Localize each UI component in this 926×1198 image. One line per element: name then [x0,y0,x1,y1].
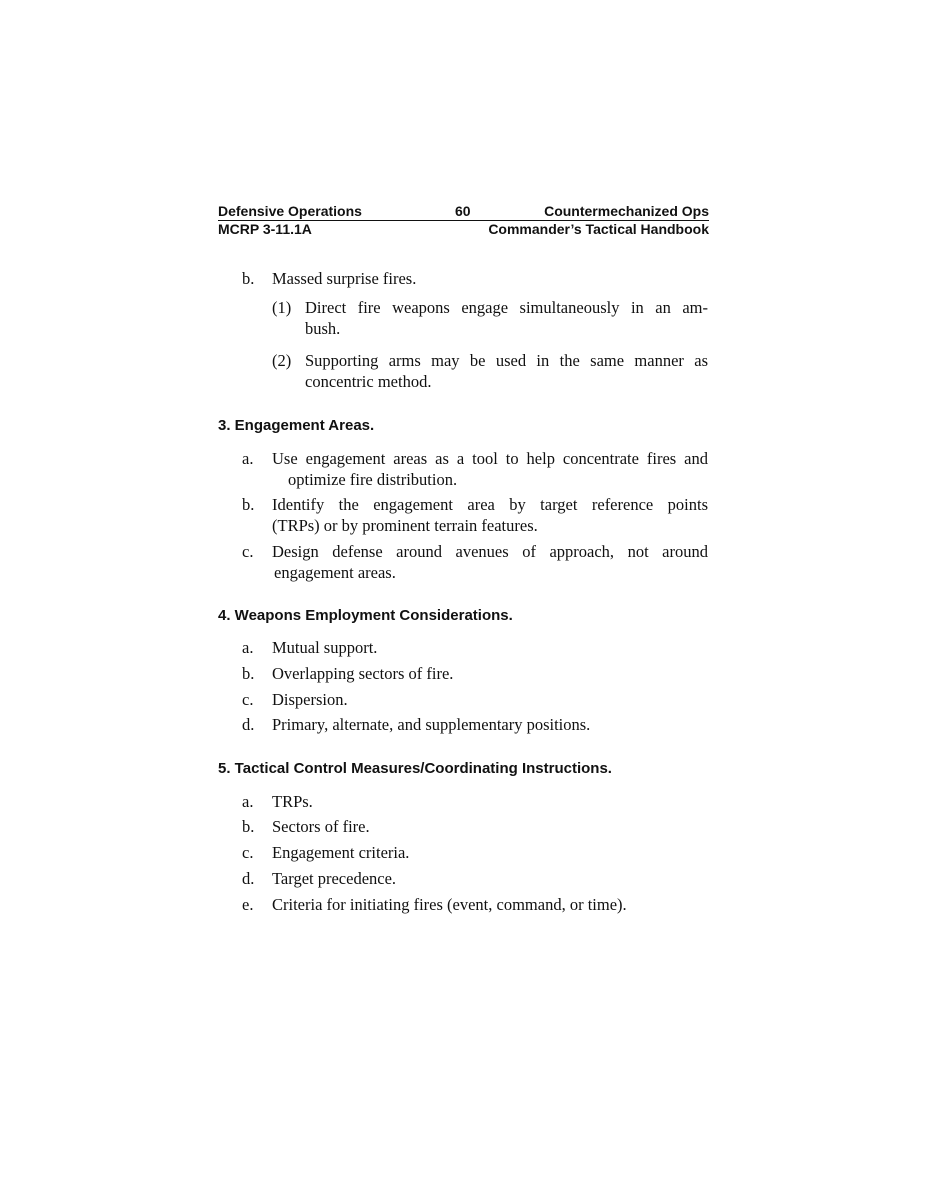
list-item-text: Sectors of fire. [272,817,370,836]
header-chapter-title: Defensive Operations [218,203,362,219]
list-item-label: a. [242,449,254,468]
list-item-label: b. [242,269,255,288]
list-item-text-line1: Design defense around avenues of approach, not around [272,542,708,561]
header-section-title: Countermechanized Ops [544,203,709,219]
sub-list-item-text-line1: Supporting arms may be used in the same manner as [305,351,708,370]
section-heading: 4. Weapons Employment Considerations. [218,607,513,624]
sub-list-item-label: (2) [272,351,292,370]
list-item-text: Engagement criteria. [272,843,410,862]
sub-list-item-text-line2: concentric method. [305,372,432,391]
list-item-text: Overlapping sectors of fire. [272,664,454,683]
header-publication-title: Commander’s Tactical Handbook [488,221,709,237]
list-item-label: d. [242,715,255,734]
list-item-text-line1: Identify the engagement area by target reference points [272,495,708,514]
list-item-label: b. [242,664,255,683]
header-publication-id: MCRP 3-11.1A [218,221,312,237]
list-item-label: b. [242,817,255,836]
list-item-text-line2: (TRPs) or by prominent terrain features. [272,516,538,535]
list-item-label: d. [242,869,255,888]
header-page-number: 60 [455,203,471,219]
list-item-label: c. [242,690,254,709]
sub-list-item-text-line1: Direct fire weapons engage simultaneously in an am- [305,298,708,317]
list-item-text: Criteria for initiating fires (event, command, or time). [272,895,627,914]
section-heading: 3. Engagement Areas. [218,417,375,434]
list-item-text-line2: optimize fire distribution. [288,470,458,489]
list-item-label: e. [242,895,254,914]
list-item-label: b. [242,495,255,514]
list-item-text-line2: engagement areas. [274,563,396,582]
sub-list-item-text-line2: bush. [305,319,341,338]
running-header-line2 [218,221,709,238]
list-item-label: c. [242,843,254,862]
sub-list-item-label: (1) [272,298,292,317]
running-header-line1 [218,203,709,221]
list-item-label: c. [242,542,254,561]
list-item-text: Primary, alternate, and supplementary positions. [272,715,591,734]
list-item-text: TRPs. [272,792,313,811]
list-item-label: a. [242,638,254,657]
list-item-label: a. [242,792,254,811]
list-item-text-line1: Use engagement areas as a tool to help concentrate fires and [272,449,708,468]
list-item-text: Massed surprise fires. [272,269,417,288]
list-item-text: Mutual support. [272,638,378,657]
list-item-text: Target precedence. [272,869,397,888]
section-heading: 5. Tactical Control Measures/Coordinating Instructions. [218,760,612,777]
list-item-text: Dispersion. [272,690,348,709]
